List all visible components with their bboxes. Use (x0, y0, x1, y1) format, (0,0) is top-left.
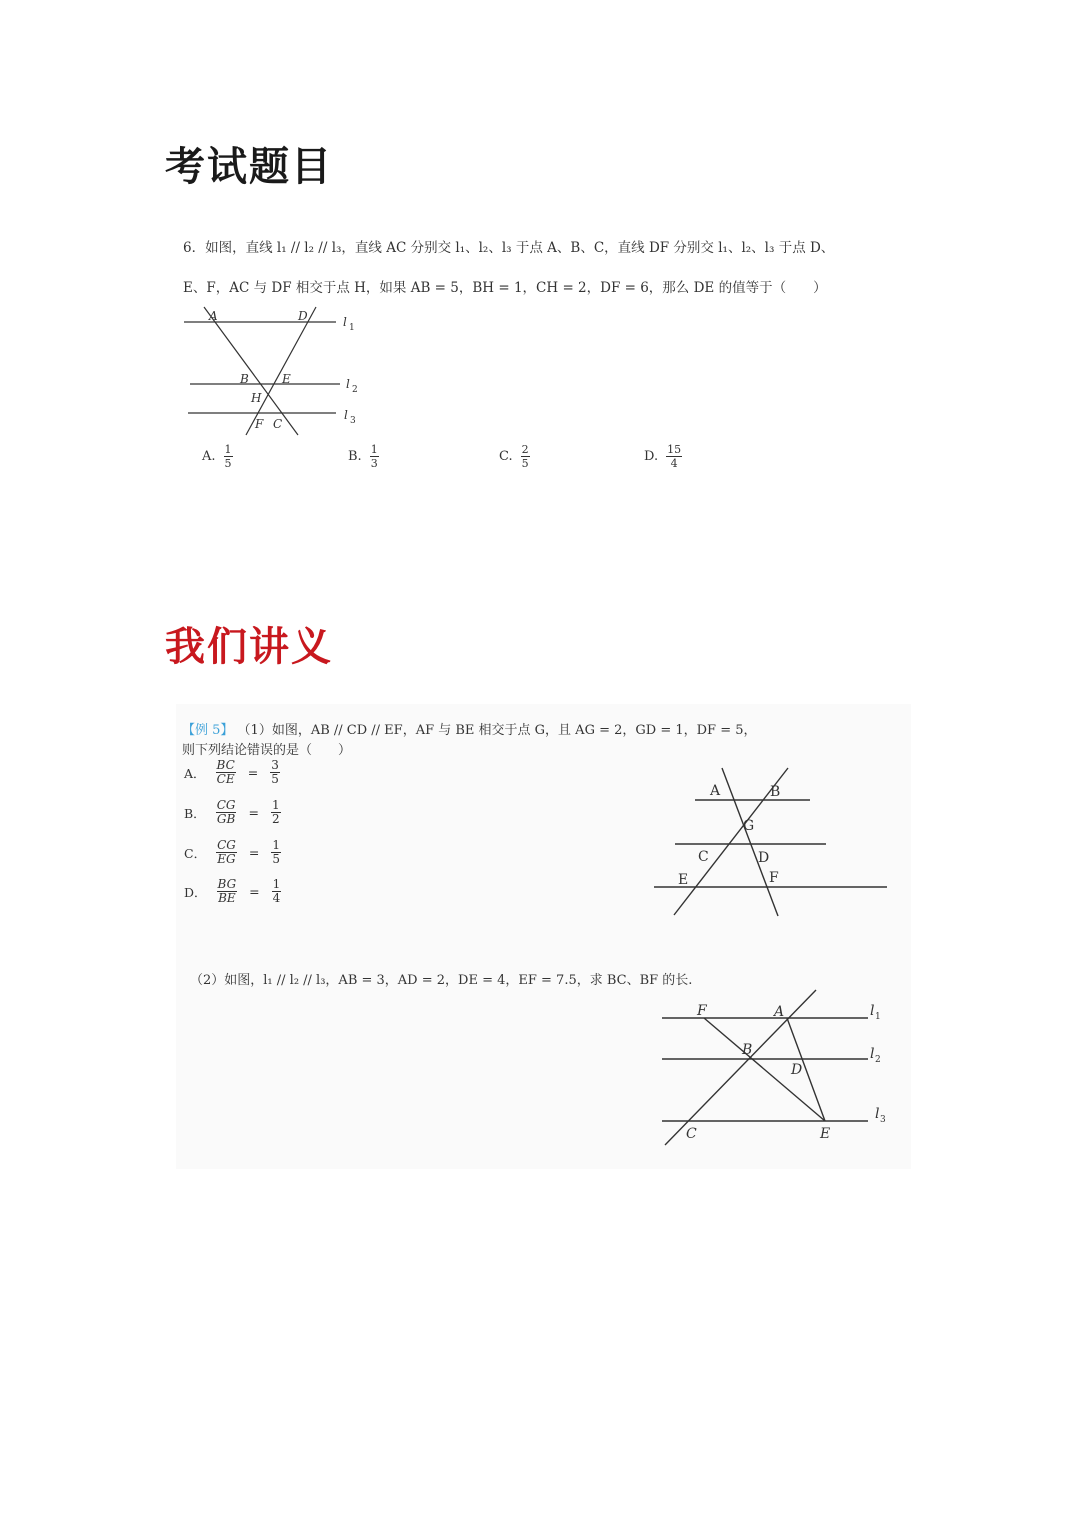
label-f: F (697, 1003, 707, 1019)
label-c: C (273, 417, 283, 431)
option-left-fraction: $\frac{CG}{EG}$ (217, 838, 236, 866)
label-g: G (743, 818, 755, 834)
label-l3: l (344, 408, 348, 422)
option-fraction: $\frac{1}{5}$ (224, 443, 232, 470)
label-l3-sub: 3 (880, 1115, 886, 1125)
option-left-fraction: $\frac{BC}{CE}$ (216, 758, 235, 786)
option-letter: A． (184, 765, 206, 781)
label-l1: l (343, 315, 347, 329)
exam-question-line-1: 6．如图，直线 l₁ // l₂ // l₃，直线 AC 分别交 l₁、l₂、l₃ 于点 A、B、C，直线 DF 分别交 l₁、l₂、l₃ 于点 D、 (183, 240, 835, 256)
label-e: E (820, 1126, 831, 1142)
option-letter: D. (644, 449, 659, 464)
label-c: C (698, 849, 709, 865)
handout-option-d[interactable] (184, 878, 281, 905)
option-fraction: $\frac{15}{4}$ (667, 443, 682, 470)
option-equals: = (249, 884, 260, 899)
option-letter: B. (348, 449, 362, 464)
label-l2: l (346, 377, 350, 391)
option-right-fraction: $\frac{1}{5}$ (272, 838, 280, 866)
option-letter: D． (184, 884, 207, 900)
example-part2-text: （2）如图，l₁ // l₂ // l₃，AB = 3，AD = 2，DE = 4，EF = 7.5，求 BC、BF 的长. (190, 973, 693, 988)
label-l1-sub: 1 (349, 323, 355, 333)
label-l2: l (870, 1046, 875, 1062)
exam-figure (180, 302, 370, 440)
label-f: F (769, 870, 779, 886)
label-a: A (774, 1004, 785, 1020)
label-c: C (686, 1126, 697, 1142)
example-line-1 (182, 719, 757, 738)
option-fraction: $\frac{1}{3}$ (370, 443, 378, 470)
line-fe (704, 1018, 825, 1121)
label-d: D (298, 309, 308, 323)
option-equals: = (248, 805, 259, 820)
option-right-fraction: $\frac{3}{5}$ (271, 758, 279, 786)
exam-option-a[interactable] (202, 443, 233, 470)
option-right-fraction: $\frac{1}{2}$ (271, 798, 280, 826)
exam-section-title: 考试题目 (165, 143, 333, 190)
handout-section-title: 我们讲义 (165, 623, 333, 670)
handout-option-c[interactable] (184, 839, 281, 866)
handout-figure-2 (656, 985, 894, 1150)
label-d: D (791, 1062, 803, 1078)
handout-option-b[interactable] (184, 799, 281, 826)
label-d: D (758, 850, 770, 866)
option-equals: = (247, 765, 259, 780)
label-l3: l (875, 1106, 880, 1122)
example-part1-text: （1）如图，AB // CD // EF，AF 与 BE 相交于点 G，且 AG = 2，GD = 1，DF = 5， (237, 723, 757, 738)
option-right-fraction: $\frac{1}{4}$ (272, 877, 281, 905)
option-fraction: $\frac{2}{5}$ (521, 443, 529, 470)
exam-option-b[interactable] (348, 443, 379, 470)
handout-option-a[interactable] (184, 759, 280, 786)
label-l2-sub: 2 (352, 385, 358, 395)
label-a: A (209, 309, 218, 323)
option-letter: A. (202, 449, 216, 464)
option-left-fraction: $\frac{CG}{GB}$ (216, 798, 236, 826)
option-left-fraction: $\frac{BG}{BE}$ (217, 877, 237, 905)
label-h: H (251, 391, 262, 405)
example-tag: 【例 5】 (182, 723, 234, 738)
label-l2-sub: 2 (875, 1055, 881, 1065)
label-b: B (742, 1042, 753, 1058)
option-letter: C. (499, 449, 513, 464)
label-l1: l (870, 1003, 875, 1019)
option-letter: C． (184, 845, 207, 861)
example-line-2: 则下列结论错误的是（ ） (182, 743, 352, 758)
label-b: B (770, 784, 781, 800)
exam-option-d[interactable] (644, 443, 682, 470)
label-b: B (240, 372, 249, 386)
line-ac (204, 307, 298, 435)
handout-figure-1 (650, 760, 895, 922)
label-a: A (710, 783, 721, 799)
exam-option-c[interactable] (499, 443, 530, 470)
line-df (246, 307, 316, 435)
option-equals: = (248, 845, 260, 860)
label-l1-sub: 1 (875, 1012, 881, 1022)
label-e: E (282, 372, 291, 386)
label-e: E (678, 872, 689, 888)
label-f: F (255, 417, 264, 431)
exam-question-line-2: E、F，AC 与 DF 相交于点 H，如果 AB = 5，BH = 1，CH = 2，DF = 6，那么 DE 的值等于（ ） (183, 280, 827, 296)
label-l3-sub: 3 (350, 416, 356, 426)
option-letter: B． (184, 805, 206, 821)
